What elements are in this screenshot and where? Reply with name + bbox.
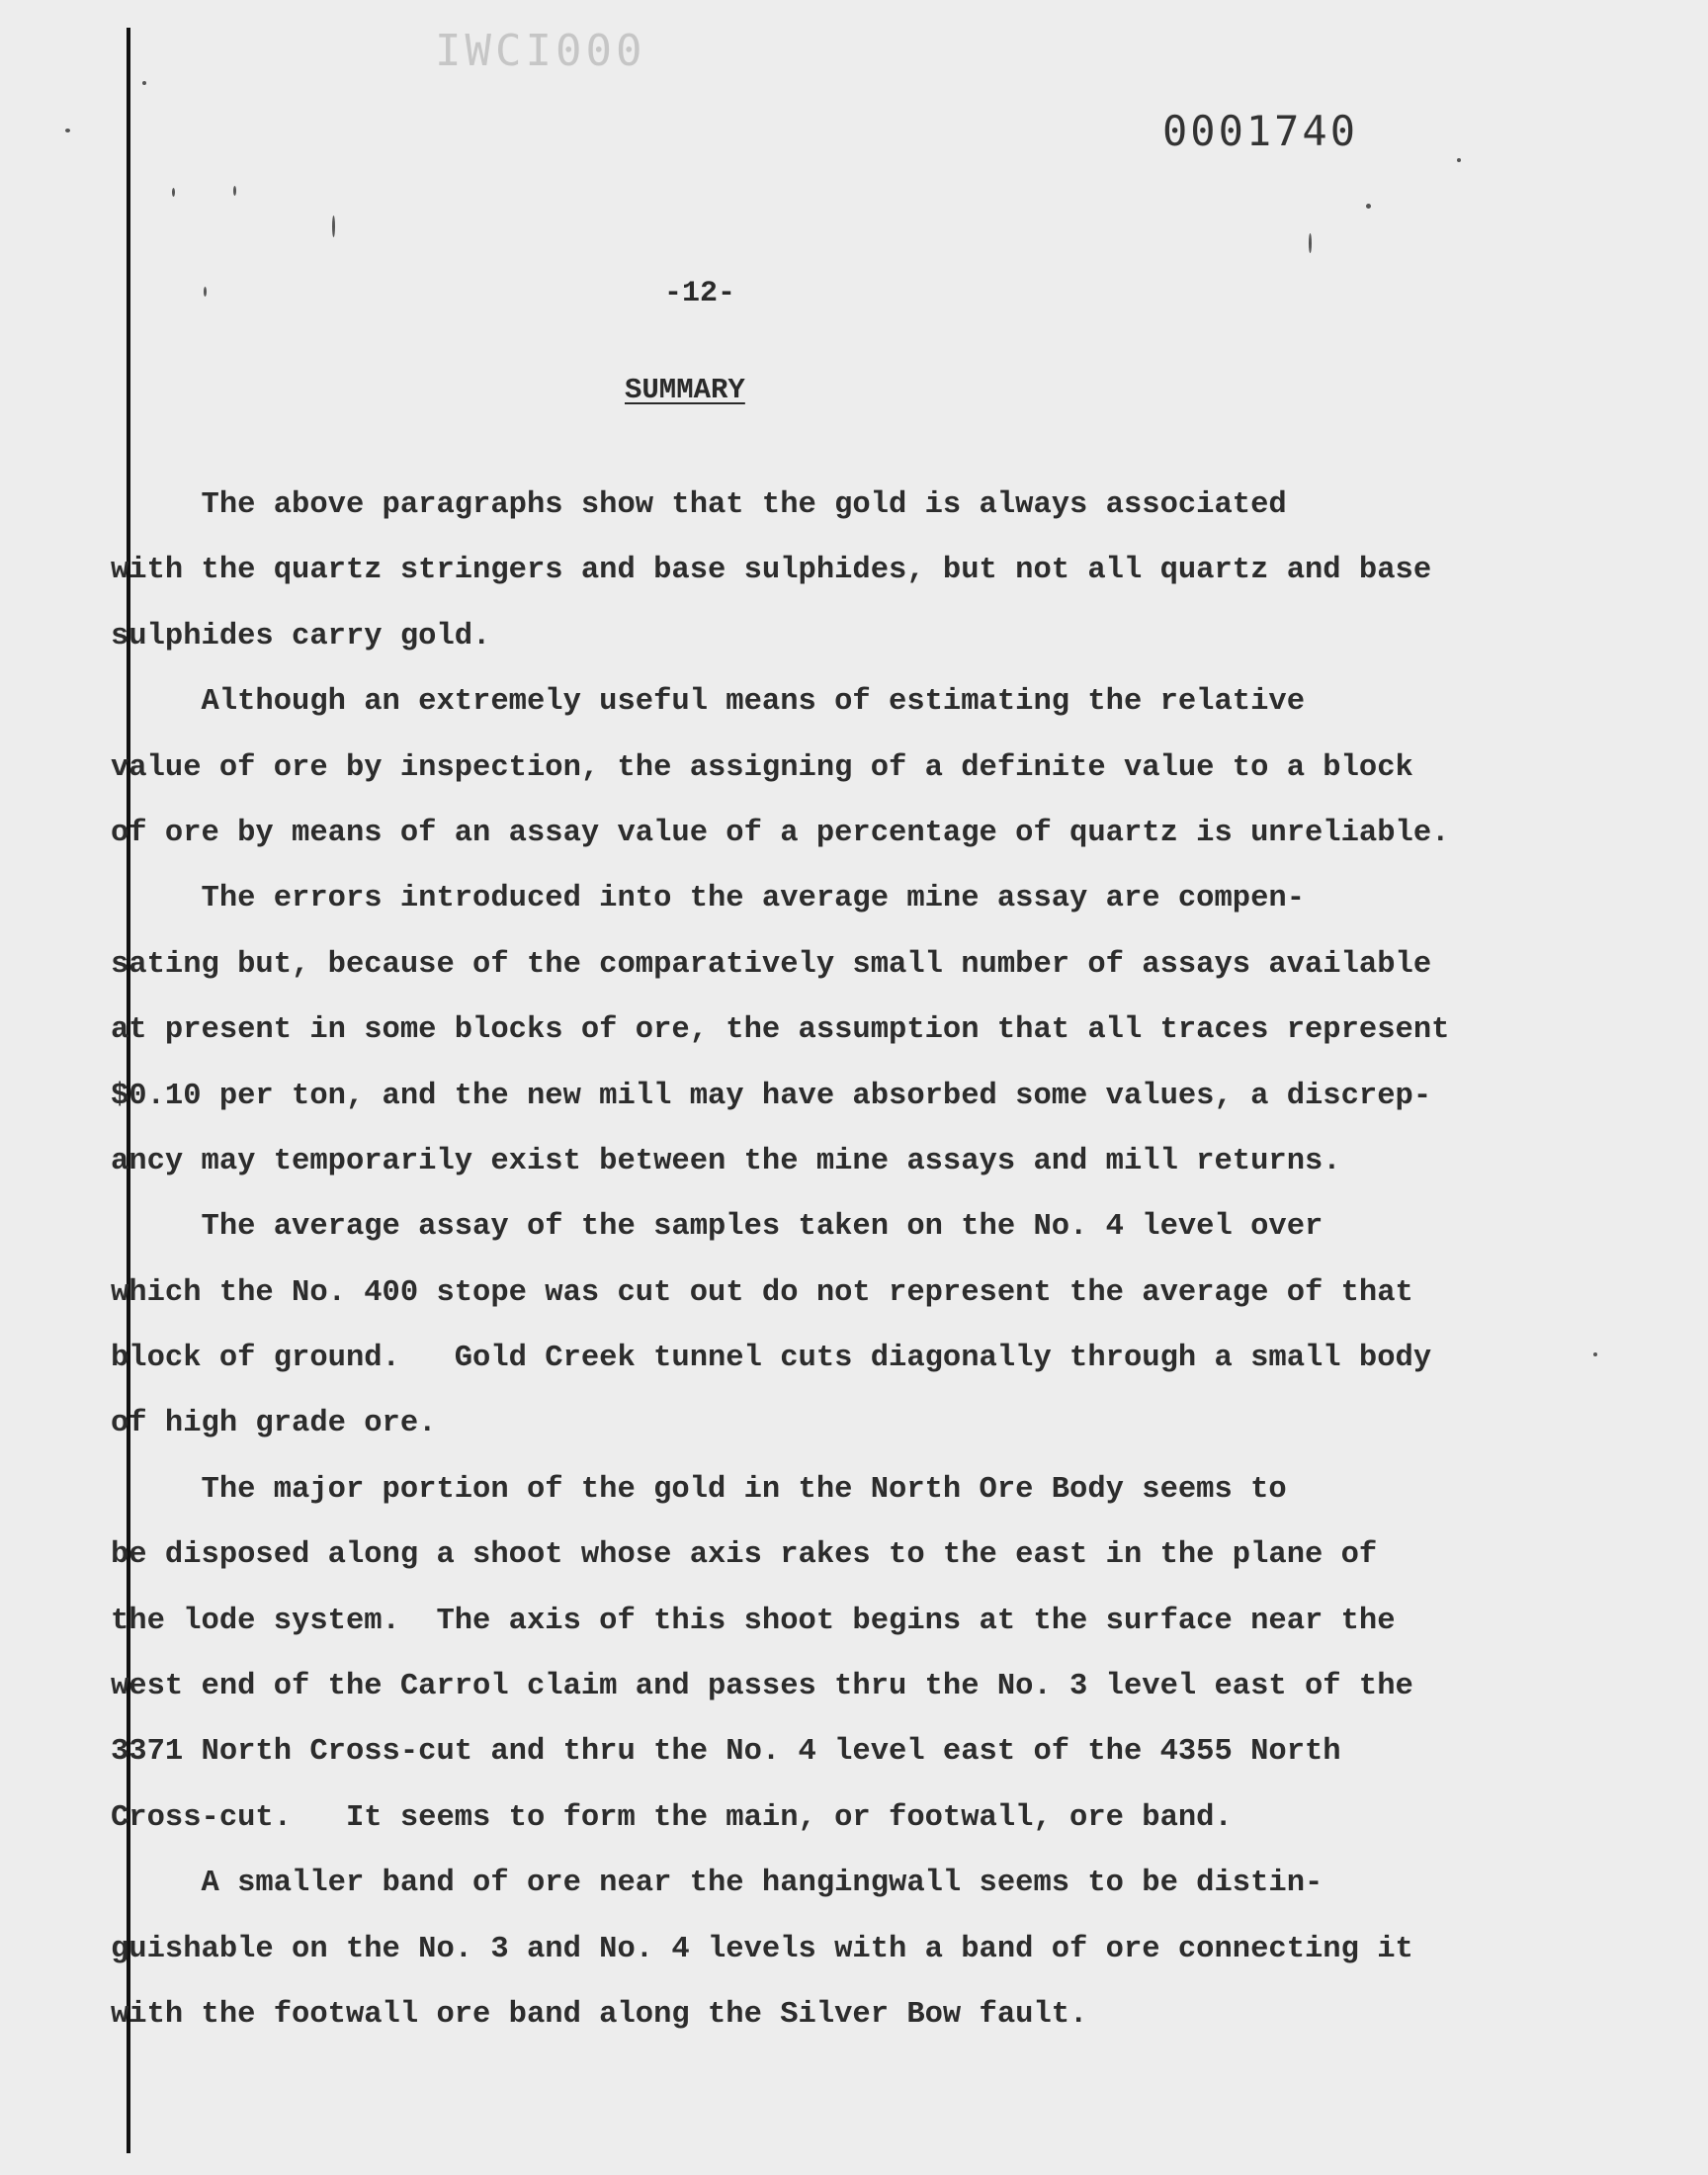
text-line: $0.10 per ton, and the new mill may have absorbed some values, a discrep- [111,1079,1432,1113]
text-line: west end of the Carrol claim and passes thru the No. 3 level east of the [111,1670,1413,1704]
text-line: block of ground. Gold Creek tunnel cuts diagonally through a small body [111,1342,1432,1376]
section-heading: SUMMARY [625,374,745,406]
document-number: 0001740 [1162,107,1359,155]
text-line: the lode system. The axis of this shoot begins at the surface near the [111,1604,1396,1638]
text-line: at present in some blocks of ore, the assumption that all traces represent [111,1013,1450,1048]
body-text [111,473,1593,2047]
page-number: -12- [664,277,736,310]
text-line: A smaller band of ore near the hangingwall seems to be distin- [111,1867,1324,1901]
text-line: Although an extremely useful means of estimating the relative [111,685,1305,720]
text-line: The errors introduced into the average mine assay are compen- [111,882,1305,916]
text-line: with the footwall ore band along the Silver Bow fault. [111,1997,1088,2032]
text-line: The average assay of the samples taken on the No. 4 level over [111,1210,1324,1245]
text-line: The major portion of the gold in the North Ore Body seems to [111,1472,1287,1507]
text-line: sating but, because of the comparatively small number of assays available [111,947,1432,982]
text-line: ancy may temporarily exist between the mine assays and mill returns. [111,1144,1341,1178]
text-line: value of ore by inspection, the assigning of a definite value to a block [111,750,1413,785]
text-line: guishable on the No. 3 and No. 4 levels with a band of ore connecting it [111,1932,1413,1966]
text-line: sulphides carry gold. [111,619,491,653]
text-line: of high grade ore. [111,1407,437,1441]
text-line: Cross-cut. It seems to form the main, or footwall, ore band. [111,1800,1233,1835]
text-line: with the quartz stringers and base sulphides, but not all quartz and base [111,554,1432,588]
faint-stamp: IWCI000 [435,26,646,76]
text-line: which the No. 400 stope was cut out do not represent the average of that [111,1275,1413,1310]
text-line: The above paragraphs show that the gold is always associated [111,488,1287,522]
text-line: of ore by means of an assay value of a percentage of quartz is unreliable. [111,816,1450,850]
text-line: be disposed along a shoot whose axis rakes to the east in the plane of [111,1538,1378,1573]
text-line: 3371 North Cross-cut and thru the No. 4 level east of the 4355 North [111,1735,1341,1770]
